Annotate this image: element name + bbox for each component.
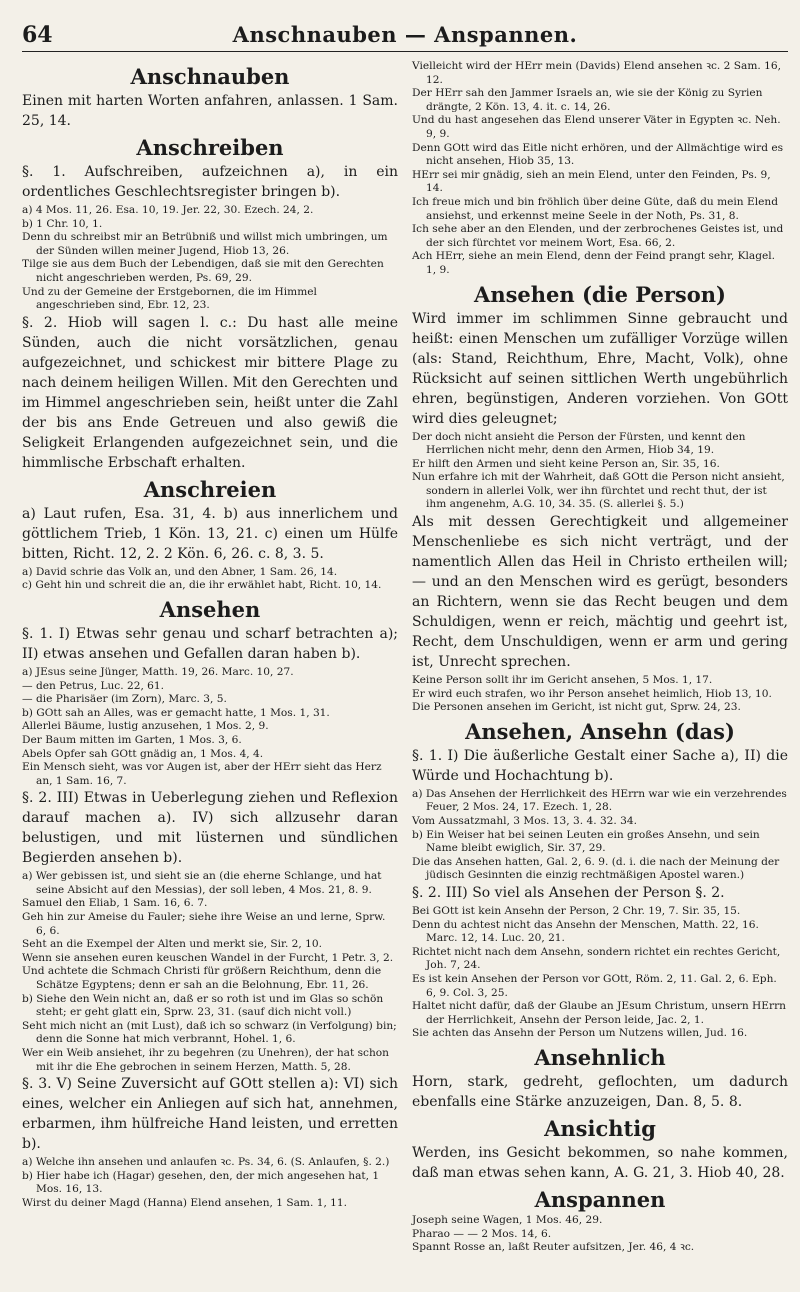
- citation-line: Nun erfahre ich mit der Wahrheit, daß GOtt die Person nicht ansieht, sondern in allerlei Volk, wer ihn fürchtet und recht thut, der ist ihm angenehm, A.G. 10, 34. 35. (S. allerlei §. 5.): [412, 471, 785, 511]
- citation-line: HErr sei mir gnädig, sieh an mein Elend, unter den Feinden, Ps. 9, 14.: [412, 168, 771, 195]
- citation-line: Und achtete die Schmach Christi für größern Reichthum, denn die Schätze Egyptens; denn er sah an die Belohnung, Ebr. 11, 26.: [22, 965, 382, 992]
- citation-line: Ich sehe aber an den Elenden, und der zerbrochenes Geistes ist, und der sich fürchtet vor meinem Wort, Esa. 66, 2.: [412, 223, 784, 249]
- citation-line: — die Pharisäer (im Zorn), Marc. 3, 5.: [22, 693, 227, 706]
- citation-line: Vielleicht wird der HErr mein (Davids) Elend ansehen ꝛc. 2 Sam. 16, 12.: [412, 60, 781, 86]
- citation-line: Ich freue mich und bin fröhlich über deine Güte, daß du mein Elend ansiehst, und erkennst meine Seele in der Noth, Ps. 31, 8.: [412, 195, 778, 222]
- citation-line: b) 1 Chr. 10, 1.: [22, 217, 103, 230]
- citation-line: Die Personen ansehen im Gericht, ist nicht gut, Sprw. 24, 23.: [412, 701, 741, 714]
- entry-heading: Anschreiben: [136, 135, 284, 160]
- citation-line: Haltet nicht dafür, daß der Glaube an JEsum Christum, unsern HErrn der Herrlichkeit, Ansehn der Person leide, Jac. 2, 1.: [412, 1000, 786, 1026]
- citation-line: Denn du achtest nicht das Ansehn der Menschen, Matth. 22, 16. Marc. 12, 14. Luc. 20, 21.: [412, 918, 759, 945]
- citation-line: Und zu der Gemeine der Erstgebornen, die im Himmel angeschrieben sind, Ebr. 12, 23.: [22, 285, 317, 312]
- entry-heading: Anschnauben: [130, 64, 290, 89]
- entry-heading: Ansehen (die Person): [474, 281, 726, 307]
- citation-line: Der HErr sah den Jammer Israels an, wie sie der König zu Syrien drängte, 2 Kön. 13, 4. it. c. 14, 26.: [412, 87, 763, 113]
- citation-line: — den Petrus, Luc. 22, 61.: [22, 679, 165, 692]
- citation-line: Der Baum mitten im Garten, 1 Mos. 3, 6.: [22, 733, 242, 746]
- entry-heading: Ansichtig: [544, 1115, 656, 1141]
- entry-heading: Anspannen: [534, 1186, 666, 1212]
- citation-line: Abels Opfer sah GOtt gnädig an, 1 Mos. 4, 4.: [22, 747, 264, 760]
- citation-line: Keine Person sollt ihr im Gericht ansehen, 5 Mos. 1, 17.: [412, 674, 713, 687]
- citation-line: Allerlei Bäume, lustig anzusehen, 1 Mos. 2, 9.: [22, 720, 269, 733]
- citation-line: Er hilft den Armen und sieht keine Person an, Sir. 35, 16.: [412, 457, 720, 470]
- citation-line: Geh hin zur Ameise du Fauler; siehe ihre Weise an und lerne, Sprw. 6, 6.: [22, 911, 386, 937]
- definition-paragraph: a) Laut rufen, Esa. 31, 4. b) aus innerlichem und göttlichem Trieb, 1 Kön. 13, 21. c) einen um Hülfe bitten, Richt. 12, 2. 2 Kön. 6, 26. c. 8, 3. 5.: [22, 505, 398, 562]
- citation-line: Und du hast angesehen das Elend unserer Väter in Egypten ꝛc. Neh. 9, 9.: [412, 114, 781, 140]
- citation-line: Ein Mensch sieht, was vor Augen ist, aber der HErr sieht das Herz an, 1 Sam. 16, 7.: [22, 761, 382, 787]
- citation-line: Denn du schreibst mir an Betrübniß und willst mich umbringen, um der Sünden willen meiner Jugend, Hiob 13, 26.: [22, 231, 388, 257]
- left-column: [22, 60, 398, 1255]
- definition-paragraph: §. 1. Aufschreiben, aufzeichnen a), in ein ordentliches Geschlechtsregister bringen b).: [22, 164, 398, 200]
- citation-line: Wenn sie ansehen euren keuschen Wandel in der Furcht, 1 Petr. 3, 2.: [22, 951, 394, 964]
- citation-line: Seht mich nicht an (mit Lust), daß ich so schwarz (in Verfolgung) bin; denn die Sonne hat mich verbrannt, Hohel. 1, 6.: [22, 1019, 397, 1046]
- definition-paragraph: Wird immer im schlimmen Sinne gebraucht und heißt: einen Menschen um zufälliger Vorzüge willen (als: Stand, Reichthum, Ehre, Macht, Volk), ohne Rücksicht auf seinen sittlichen Werth ungebührlich ehren, begünstigen, Anderen vorziehen. Von GOtt wird dies geleugnet;: [412, 310, 788, 427]
- definition-paragraph: Werden, ins Gesicht bekommen, so nahe kommen, daß man etwas sehen kann, A. G. 21, 3. Hiob 40, 28.: [412, 1144, 788, 1181]
- citation-line: Wer ein Weib ansiehet, ihr zu begehren (zu Unehren), der hat schon mit ihr die Ehe gebrochen in seinem Herzen, Matth. 5, 28.: [22, 1047, 389, 1073]
- citation-line: a) Welche ihn ansehen und anlaufen ꝛc. Ps. 34, 6. (S. Anlaufen, §. 2.): [22, 1156, 390, 1169]
- entry-heading: Ansehen: [159, 596, 261, 622]
- running-head: [22, 22, 788, 52]
- definition-paragraph: §. 1. I) Etwas sehr genau und scharf betrachten a); II) etwas ansehen und Gefallen daran haben b).: [22, 625, 398, 662]
- citation-line: Pharao — — 2 Mos. 14, 6.: [412, 1227, 552, 1240]
- right-column: [412, 60, 788, 1255]
- citation-line: Der doch nicht ansieht die Person der Fürsten, und kennt den Herrlichen nicht mehr, denn den Armen, Hiob 34, 19.: [412, 430, 746, 457]
- two-column-body: [22, 60, 788, 1255]
- entry-heading: Anschreien: [143, 476, 277, 502]
- citation-line: Tilge sie aus dem Buch der Lebendigen, daß sie mit den Gerechten nicht angeschrieben werden, Ps. 69, 29.: [22, 258, 384, 284]
- citation-line: a) 4 Mos. 11, 26. Esa. 10, 19. Jer. 22, 30. Ezech. 24, 2.: [22, 204, 314, 216]
- definition-paragraph: §. 3. V) Seine Zuversicht auf GOtt stellen a): VI) sich eines, welcher ein Anliegen auf sich hat, annehmen, erbarmen, ihm hülfreiche Hand leisten, und erretten b).: [22, 1076, 398, 1153]
- citation-line: b) Ein Weiser hat bei seinen Leuten ein großes Ansehn, und sein Name bleibt ewiglich, Sir. 37, 29.: [412, 828, 760, 855]
- citation-line: a) David schrie das Volk an, und den Abner, 1 Sam. 26, 14.: [22, 565, 338, 578]
- definition-paragraph: §. 1. I) Die äußerliche Gestalt einer Sache a), II) die Würde und Hochachtung b).: [412, 747, 788, 784]
- definition-paragraph: Einen mit harten Worten anfahren, anlassen. 1 Sam. 25, 14.: [22, 93, 398, 129]
- citation-line: Seht an die Exempel der Alten und merkt sie, Sir. 2, 10.: [22, 938, 323, 951]
- citation-line: b) GOtt sah an Alles, was er gemacht hatte, 1 Mos. 1, 31.: [22, 706, 330, 719]
- citation-line: Es ist kein Ansehen der Person vor GOtt, Röm. 2, 11. Gal. 2, 6. Eph. 6, 9. Col. 3, 25.: [412, 972, 777, 999]
- entry-heading: Ansehen, Ansehn (das): [465, 718, 735, 744]
- citation-line: a) Das Ansehen der Herrlichkeit des HErrn war wie ein verzehrendes Feuer, 2 Mos. 24, 17. Ezech. 1, 28.: [412, 787, 787, 814]
- citation-line: Ach HErr, siehe an mein Elend, denn der Feind prangt sehr, Klagel. 1, 9.: [412, 250, 776, 276]
- definition-paragraph: Horn, stark, gedreht, geflochten, um dadurch ebenfalls eine Stärke anzuzeigen, Dan. 8, 5. 8.: [412, 1073, 788, 1110]
- definition-paragraph: §. 2. III) Etwas in Ueberlegung ziehen und Reflexion darauf machen a). IV) sich allzusehr daran belustigen, und mit lüsternen und sündlichen Begierden ansehen b).: [22, 790, 398, 867]
- citation-line: a) JEsus seine Jünger, Matth. 19, 26. Marc. 10, 27.: [22, 665, 294, 678]
- citation-line: Vom Aussatzmahl, 3 Mos. 13, 3. 4. 32. 34.: [412, 815, 638, 828]
- definition-paragraph: Als mit dessen Gerechtigkeit und allgemeiner Menschenliebe es sich nicht verträgt, und der namentlich Allen das Heil in Christo ertheilen will; — und an den Menschen wird es gerügt, besonders an Richtern, wenn sie das Recht beugen und dem Schuldigen, wenn er reich, mächtig und geehrt ist, Recht, dem Unschuldigen, wenn er arm und gering ist, Unrecht sprechen.: [412, 514, 788, 671]
- running-title: Anschnauben — Anspannen.: [232, 22, 578, 47]
- definition-paragraph: §. 2. III) So viel als Ansehen der Person §. 2.: [412, 885, 725, 901]
- citation-line: a) Wer gebissen ist, und sieht sie an (die eherne Schlange, und hat seine Absicht auf den Messias), der soll leben, 4 Mos. 21, 8. 9.: [22, 870, 382, 896]
- citation-line: Er wird euch strafen, wo ihr Person ansehet heimlich, Hiob 13, 10.: [412, 687, 772, 700]
- citation-line: Wirst du deiner Magd (Hanna) Elend ansehen, 1 Sam. 1, 11.: [22, 1196, 348, 1209]
- citation-line: Richtet nicht nach dem Ansehn, sondern richtet ein rechtes Gericht, Joh. 7, 24.: [412, 945, 781, 972]
- citation-line: Denn GOtt wird das Eitle nicht erhören, und der Allmächtige wird es nicht ansehen, Hiob 35, 13.: [412, 141, 784, 168]
- citation-line: c) Geht hin und schreit die an, die ihr erwählet habt, Richt. 10, 14.: [22, 579, 382, 592]
- entry-heading: Ansehnlich: [534, 1044, 666, 1070]
- definition-paragraph: §. 2. Hiob will sagen l. c.: Du hast alle meine Sünden, auch die nicht vorsätzlichen, genau aufgezeichnet, und schickest mir bittere Plage zu nach deinem heiligen Willen. Mit den Gerechten und im Himmel angeschrieben sein, heißt unter die Zahl der bis ans Ende Getreuen und also gewiß die Seligkeit Erlangenden aufgezeichnet sein, und die himmlische Erbschaft erhalten.: [22, 314, 398, 471]
- citation-line: Spannt Rosse an, laßt Reuter aufsitzen, Jer. 46, 4 ꝛc.: [412, 1241, 695, 1254]
- citation-line: b) Hier habe ich (Hagar) gesehen, den, der mich angesehen hat, 1 Mos. 16, 13.: [22, 1169, 380, 1196]
- citation-line: Sie achten das Ansehn der Person um Nutzens willen, Jud. 16.: [412, 1027, 748, 1040]
- citation-line: Die das Ansehen hatten, Gal. 2, 6. 9. (d. i. die nach der Meinung der jüdisch Gesinnten die einzig rechtmäßigen Apostel waren.): [412, 855, 780, 882]
- citation-line: Joseph seine Wagen, 1 Mos. 46, 29.: [412, 1213, 603, 1226]
- page-number: 64: [22, 22, 53, 48]
- citation-line: Bei GOtt ist kein Ansehn der Person, 2 Chr. 19, 7. Sir. 35, 15.: [412, 905, 741, 917]
- citation-line: Samuel den Eliab, 1 Sam. 16, 6. 7.: [22, 897, 208, 910]
- citation-line: b) Siehe den Wein nicht an, daß er so roth ist und im Glas so schön steht; er geht glatt ein, Sprw. 23, 31. (sauf dich nicht voll.): [22, 992, 384, 1019]
